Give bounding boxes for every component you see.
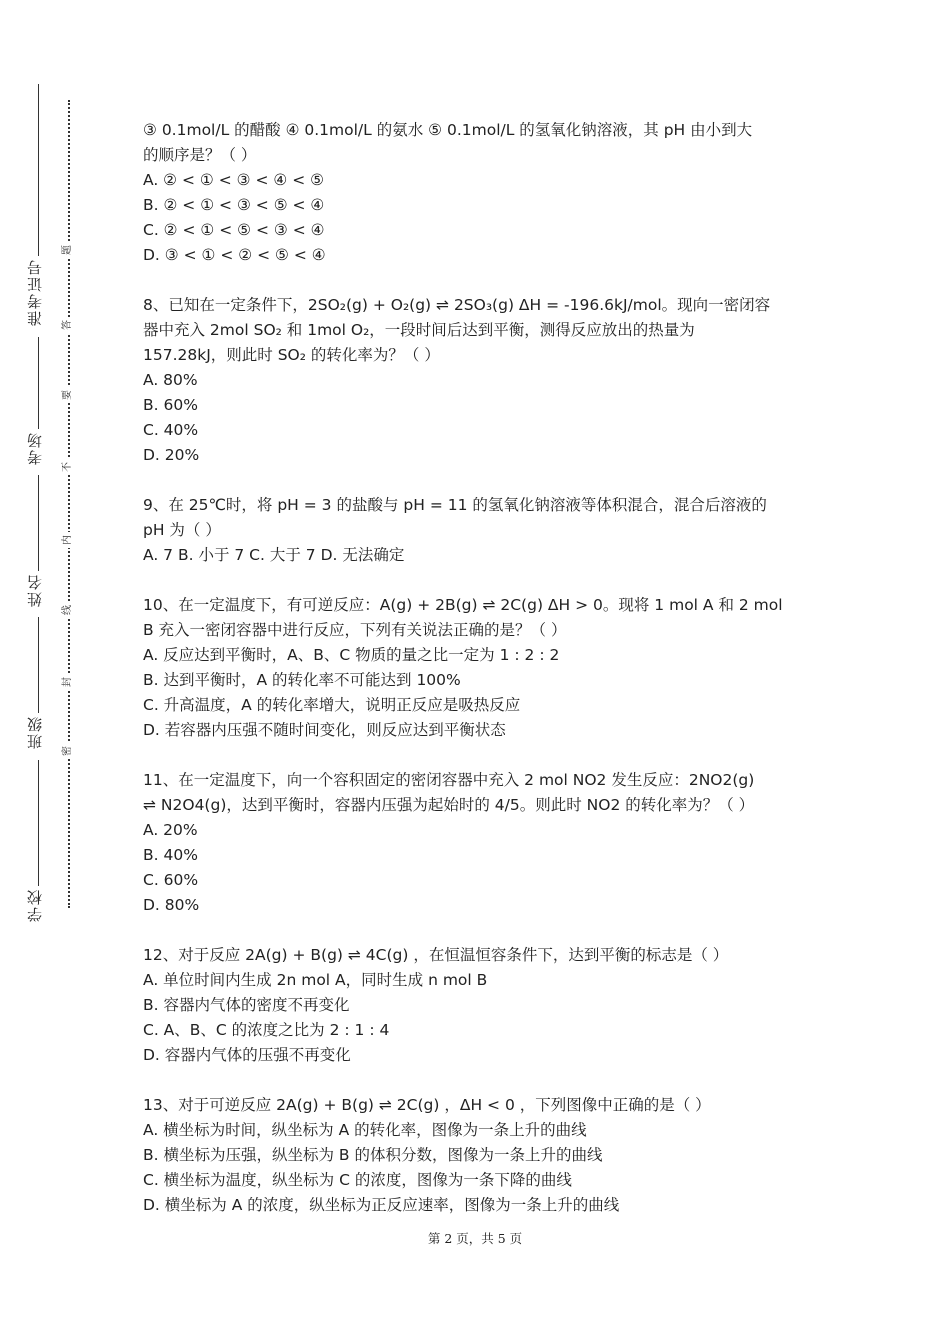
question-stem-line: 9、在 25℃时，将 pH = 3 的盐酸与 pH = 11 的氢氧化钠溶液等体积混合，混合后溶液的 (143, 496, 767, 514)
option-c: C. A、B、C 的浓度之比为 2 : 1 : 4 (143, 1021, 390, 1039)
question-stem-line: B 充入一密闭容器中进行反应，下列有关说法正确的是？（ ） (143, 621, 567, 639)
option-b: B. 容器内气体的密度不再变化 (143, 996, 350, 1014)
option-a: A. 横坐标为时间，纵坐标为 A 的转化率，图像为一条上升的曲线 (143, 1121, 587, 1139)
option-d: D. 80% (143, 896, 200, 914)
question-stem-line: 13、对于可逆反应 2A(g) + B(g) ⇌ 2C(g) ，ΔH < 0 ，下列图像中正确的是（ ） (143, 1096, 711, 1114)
option-d: D. 横坐标为 A 的浓度，纵坐标为正反应速率，图像为一条上升的曲线 (143, 1196, 620, 1214)
question-13 (143, 1093, 813, 1218)
seal-char: 题 (60, 242, 76, 258)
option-c: C. 升高温度，A 的转化率增大，说明正反应是吸热反应 (143, 696, 521, 714)
option-c: C. 60% (143, 871, 199, 889)
option-d: D. 20% (143, 446, 200, 464)
field-label-exam-id: 准考证号 (26, 258, 44, 326)
field-label-name: 姓名 (26, 573, 44, 607)
question-stem-line: 器中充入 2mol SO₂ 和 1mol O₂，一段时间后达到平衡，测得反应放出的热量为 (143, 321, 695, 339)
question-stem-line: pH 为（ ） (143, 521, 221, 539)
seal-char: 要 (60, 387, 76, 403)
question-stem-line: 的顺序是？（ ） (143, 146, 257, 164)
question-stem-line: 11、在一定温度下，向一个容积固定的密闭容器中充入 2 mol NO2 发生反应：2NO2(g) (143, 771, 755, 789)
seal-dotted-line (68, 100, 70, 908)
question-11 (143, 768, 813, 918)
seal-char: 答 (60, 317, 76, 333)
exam-content (143, 118, 813, 1218)
question-stem-line: ③ 0.1mol/L 的醋酸 ④ 0.1mol/L 的氨水 ⑤ 0.1mol/L 的氢氧化钠溶液，其 pH 由小到大 (143, 121, 753, 139)
field-label-exam-room: 考场 (26, 431, 44, 465)
field-line-class (38, 617, 39, 713)
seal-char: 封 (60, 674, 76, 690)
question-stem-line: 157.28kJ，则此时 SO₂ 的转化率为？（ ） (143, 346, 440, 364)
seal-char: 内 (60, 532, 76, 548)
option-d: D. ③ < ① < ② < ⑤ < ④ (143, 246, 326, 264)
field-line-exam-id (38, 84, 39, 256)
option-c: C. ② < ① < ⑤ < ③ < ④ (143, 221, 325, 239)
seal-char: 线 (60, 602, 76, 618)
question-9 (143, 493, 813, 568)
option-b: B. 60% (143, 396, 198, 414)
field-label-school: 学校 (26, 888, 44, 922)
option-a: A. 反应达到平衡时，A、B、C 物质的量之比一定为 1 : 2 : 2 (143, 646, 560, 664)
option-c: C. 40% (143, 421, 199, 439)
option-a: A. 单位时间内生成 2n mol A，同时生成 n mol B (143, 971, 488, 989)
binding-margin (0, 0, 110, 1344)
field-line-school (38, 760, 39, 886)
question-stem-line: ⇌ N2O4(g)，达到平衡时，容器内压强为起始时的 4/5。则此时 NO2 的转化率为？（ ） (143, 796, 755, 814)
option-b: B. 横坐标为压强，纵坐标为 B 的体积分数，图像为一条上升的曲线 (143, 1146, 603, 1164)
option-d: D. 若容器内压强不随时间变化，则反应达到平衡状态 (143, 721, 506, 739)
option-b: B. 达到平衡时，A 的转化率不可能达到 100% (143, 671, 461, 689)
seal-char: 密 (60, 743, 76, 759)
field-line-name (38, 475, 39, 571)
option-b: B. 40% (143, 846, 198, 864)
question-8 (143, 293, 813, 468)
field-line-exam-room (38, 337, 39, 429)
question-7-continued (143, 118, 813, 268)
question-stem-line: 10、在一定温度下，有可逆反应：A(g) + 2B(g) ⇌ 2C(g) ΔH > 0。现将 1 mol A 和 2 mol (143, 596, 783, 614)
option-d: D. 容器内气体的压强不再变化 (143, 1046, 351, 1064)
question-12 (143, 943, 813, 1068)
page-number: 第 2 页，共 5 页 (427, 1231, 523, 1246)
options-inline: A. 7 B. 小于 7 C. 大于 7 D. 无法确定 (143, 546, 405, 564)
option-a: A. ② < ① < ③ < ④ < ⑤ (143, 171, 325, 189)
field-label-class: 班级 (26, 715, 44, 749)
option-c: C. 横坐标为温度，纵坐标为 C 的浓度，图像为一条下降的曲线 (143, 1171, 572, 1189)
question-stem-line: 12、对于反应 2A(g) + B(g) ⇌ 4C(g) ，在恒温恒容条件下，达到平衡的标志是（ ） (143, 946, 729, 964)
option-a: A. 80% (143, 371, 198, 389)
question-10 (143, 593, 813, 743)
option-a: A. 20% (143, 821, 198, 839)
seal-char: 不 (60, 459, 76, 475)
question-stem-line: 8、已知在一定条件下，2SO₂(g) + O₂(g) ⇌ 2SO₃(g) ΔH = -196.6kJ/mol。现向一密闭容 (143, 296, 771, 314)
option-b: B. ② < ① < ③ < ⑤ < ④ (143, 196, 325, 214)
